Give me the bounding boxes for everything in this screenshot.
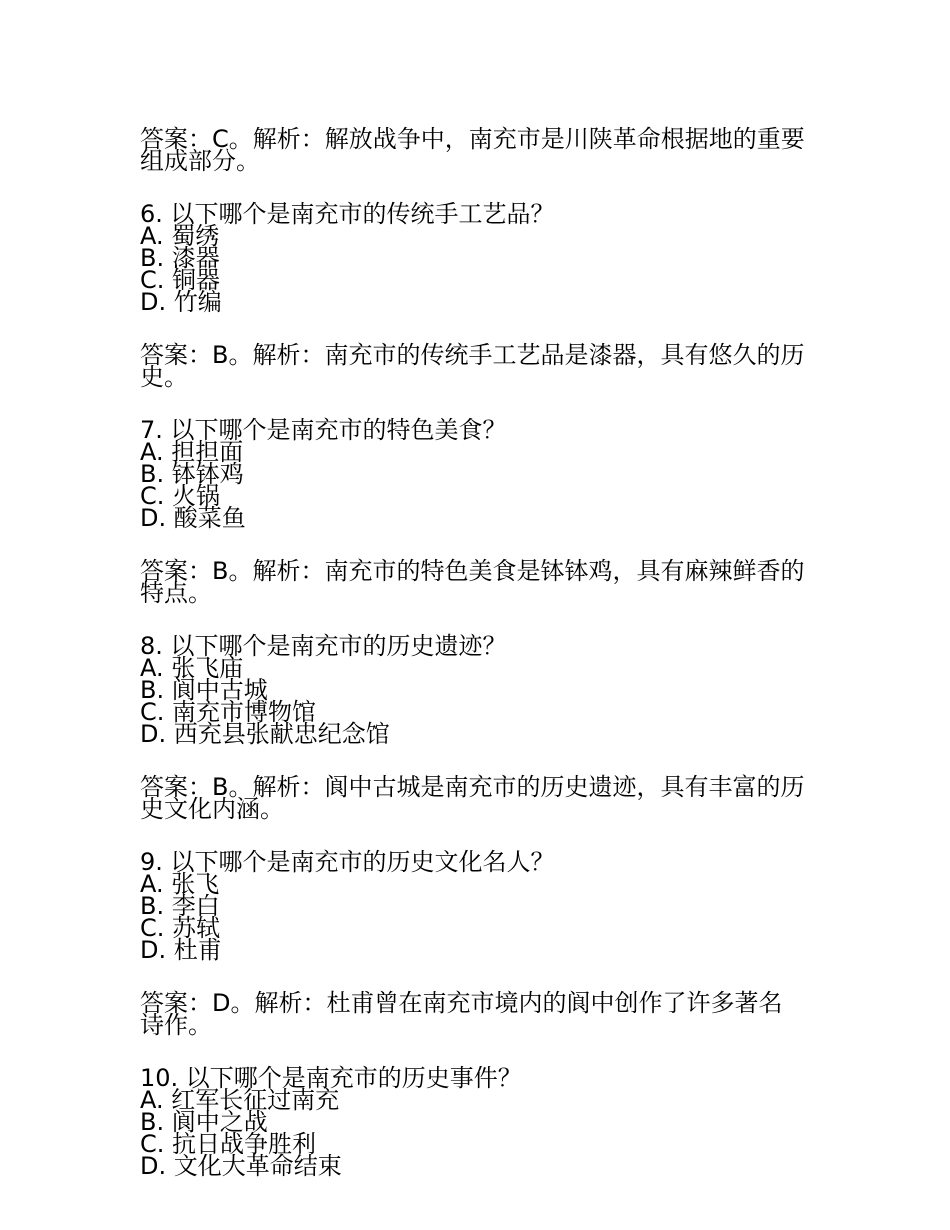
question-7-option-b: B. 钵钵鸡	[140, 460, 244, 488]
question-6-option-c: C. 铜器	[140, 266, 221, 294]
question-9-option-b: B. 李白	[140, 892, 220, 920]
question-7-option-c: C. 火锅	[140, 482, 221, 510]
question-6: 6. 以下哪个是南充市的传统手工艺品？	[140, 200, 555, 228]
question-7-option-d: D. 酸菜鱼	[140, 504, 246, 532]
question-10-option-a: A. 红军长征过南充	[140, 1086, 340, 1114]
question-block-6	[140, 200, 805, 316]
document-content	[140, 125, 805, 1180]
question-6-option-b: B. 漆器	[140, 244, 220, 272]
question-10: 10. 以下哪个是南充市的历史事件？	[140, 1064, 522, 1092]
question-10-option-d: D. 文化大革命结束	[140, 1152, 342, 1180]
answer-7: 答案：B。解析：南充市的特色美食是钵钵鸡，具有麻辣鲜香的特点。	[140, 557, 805, 607]
question-8-option-b: B. 阆中古城	[140, 676, 268, 704]
question-6-option-a: A. 蜀绣	[140, 222, 220, 250]
question-9: 9. 以下哪个是南充市的历史文化名人？	[140, 848, 555, 876]
answer-8: 答案：B。解析：阆中古城是南充市的历史遗迹，具有丰富的历史文化内涵。	[140, 773, 805, 823]
answer-9: 答案：D。解析：杜甫曾在南充市境内的阆中创作了许多著名诗作。	[140, 989, 783, 1039]
question-10-option-b: B. 阆中之战	[140, 1108, 268, 1136]
question-10-option-c: C. 抗日战争胜利	[140, 1130, 317, 1158]
question-block-9	[140, 848, 805, 964]
question-7: 7. 以下哪个是南充市的特色美食？	[140, 416, 507, 444]
question-7-option-a: A. 担担面	[140, 438, 244, 466]
question-8: 8. 以下哪个是南充市的历史遗迹？	[140, 632, 507, 660]
question-9-option-d: D. 杜甫	[140, 936, 222, 964]
question-8-option-d: D. 西充县张献忠纪念馆	[140, 720, 390, 748]
question-9-option-c: C. 苏轼	[140, 914, 221, 942]
answer-6: 答案：B。解析：南充市的传统手工艺品是漆器，具有悠久的历史。	[140, 341, 805, 391]
question-8-option-a: A. 张飞庙	[140, 654, 244, 682]
question-block-8	[140, 632, 805, 748]
question-block-7	[140, 416, 805, 532]
question-6-option-d: D. 竹编	[140, 288, 222, 316]
question-block-10	[140, 1064, 805, 1180]
question-9-option-a: A. 张飞	[140, 870, 220, 898]
question-8-option-c: C. 南充市博物馆	[140, 698, 317, 726]
answer-5: 答案：C。解析：解放战争中，南充市是川陕革命根据地的重要组成部分。	[140, 125, 805, 175]
